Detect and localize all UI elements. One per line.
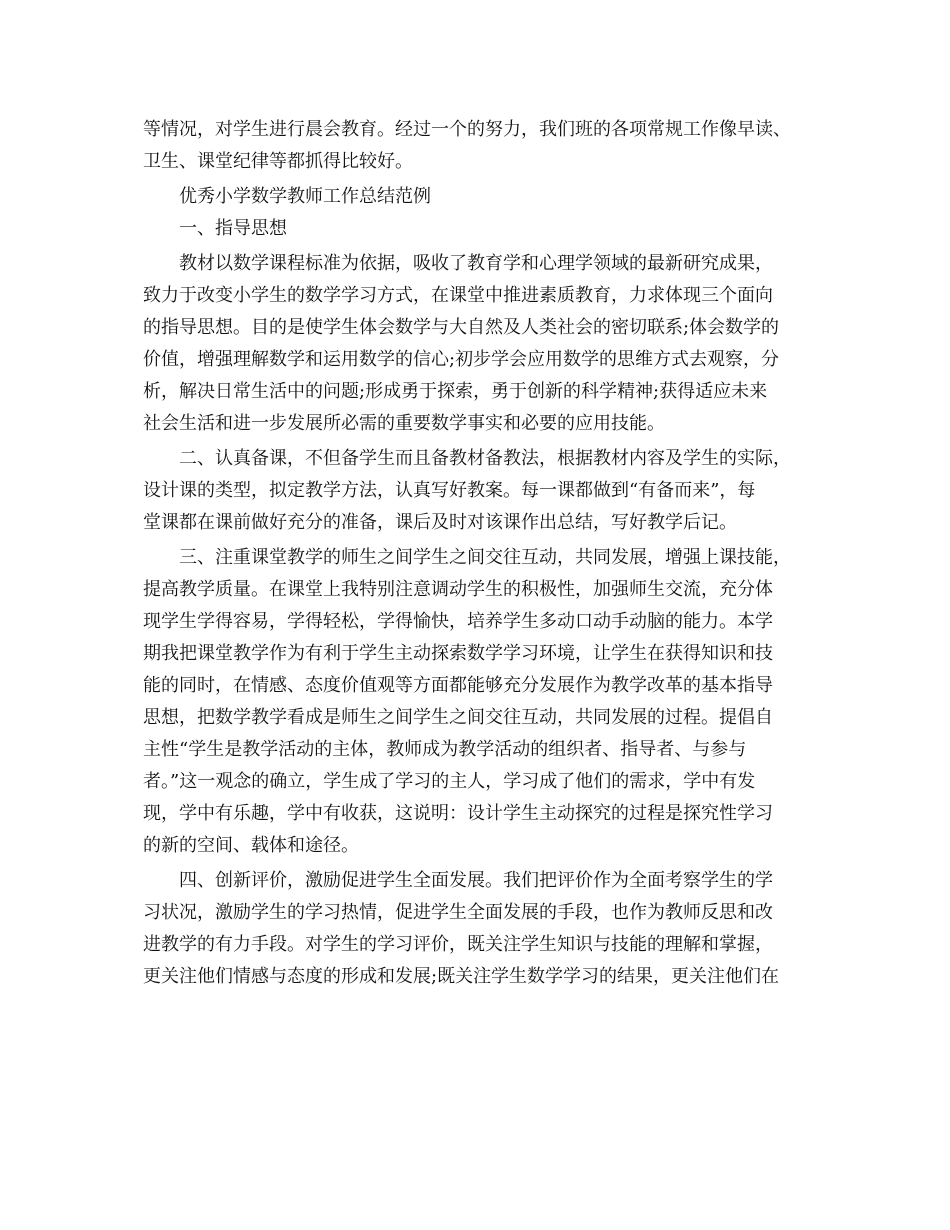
text-line: 等情况，对学生进行晨会教育。经过一个的努力，我们班的各项常规工作像早读、 — [143, 119, 791, 140]
paragraph-line: 堂课都在课前做好充分的准备，课后及时对该课作出总结，写好教学后记。 — [143, 512, 737, 533]
document-body — [143, 114, 803, 993]
paragraph-line: 能的同时，在情感、态度价值观等方面都能够充分发展作为教学改革的基本指导 — [143, 675, 773, 696]
section-title: 优秀小学数学教师工作总结范例 — [179, 186, 431, 207]
paragraph-line: 者。”这一观念的确立，学生成了学习的主人，学习成了他们的需求，学中有发 — [143, 771, 756, 792]
section-heading: 一、指导思想 — [179, 218, 287, 239]
paragraph-line: 现学生学得容易，学得轻松，学得愉快，培养学生多动口动手动脑的能力。本学 — [143, 611, 773, 632]
paragraph-line: 四、创新评价，激励促进学生全面发展。我们把评价作为全面考察学生的学 — [179, 870, 773, 891]
paragraph-line: 主性“学生是教学活动的主体，教师成为教学活动的组织者、指导者、与参与 — [143, 739, 747, 760]
paragraph-line: 提高教学质量。在课堂上我特别注意调动学生的积极性，加强师生交流，充分体 — [143, 579, 773, 600]
paragraph-line: 进教学的有力手段。对学生的学习评价，既关注学生知识与技能的理解和掌握， — [143, 934, 773, 955]
paragraph-line: 思想，把数学教学看成是师生之间学生之间交往互动，共同发展的过程。提倡自 — [143, 707, 773, 728]
paragraph-line: 社会生活和进一步发展所必需的重要数学事实和必要的应用技能。 — [143, 413, 665, 434]
paragraph-line: 的新的空间、载体和途径。 — [143, 835, 359, 856]
paragraph-line: 期我把课堂教学作为有利于学生主动探索数学学习环境，让学生在获得知识和技 — [143, 643, 773, 664]
paragraph-line: 更关注他们情感与态度的形成和发展;既关注学生数学学习的结果，更关注他们在 — [143, 966, 780, 987]
paragraph-line: 三、注重课堂教学的师生之间学生之间交往互动，共同发展，增强上课技能， — [179, 547, 791, 568]
text-line: 卫生、课堂纪律等都抓得比较好。 — [143, 151, 413, 172]
paragraph-line: 价值，增强理解数学和运用数学的信心;初步学会应用数学的思维方式去观察，分 — [143, 349, 780, 370]
paragraph-line: 二、认真备课，不但备学生而且备教材备教法，根据教材内容及学生的实际， — [179, 448, 791, 469]
paragraph-line: 设计课的类型，拟定教学方法，认真写好教案。每一课都做到“有备而来”，每 — [143, 480, 756, 501]
paragraph-line: 现，学中有乐趣，学中有收获，这说明：设计学生主动探究的过程是探究性学习 — [143, 803, 773, 824]
paragraph-line: 教材以数学课程标准为依据，吸收了教育学和心理学领域的最新研究成果， — [179, 253, 773, 274]
paragraph-line: 的指导思想。目的是使学生体会数学与大自然及人类社会的密切联系;体会数学的 — [143, 317, 780, 338]
paragraph-line: 析，解决日常生活中的问题;形成勇于探索，勇于创新的科学精神;获得适应未来 — [143, 381, 768, 402]
paragraph-line: 致力于改变小学生的数学学习方式，在课堂中推进素质教育，力求体现三个面向 — [143, 285, 773, 306]
paragraph-line: 习状况，激励学生的学习热情，促进学生全面发展的手段，也作为教师反思和改 — [143, 902, 773, 923]
